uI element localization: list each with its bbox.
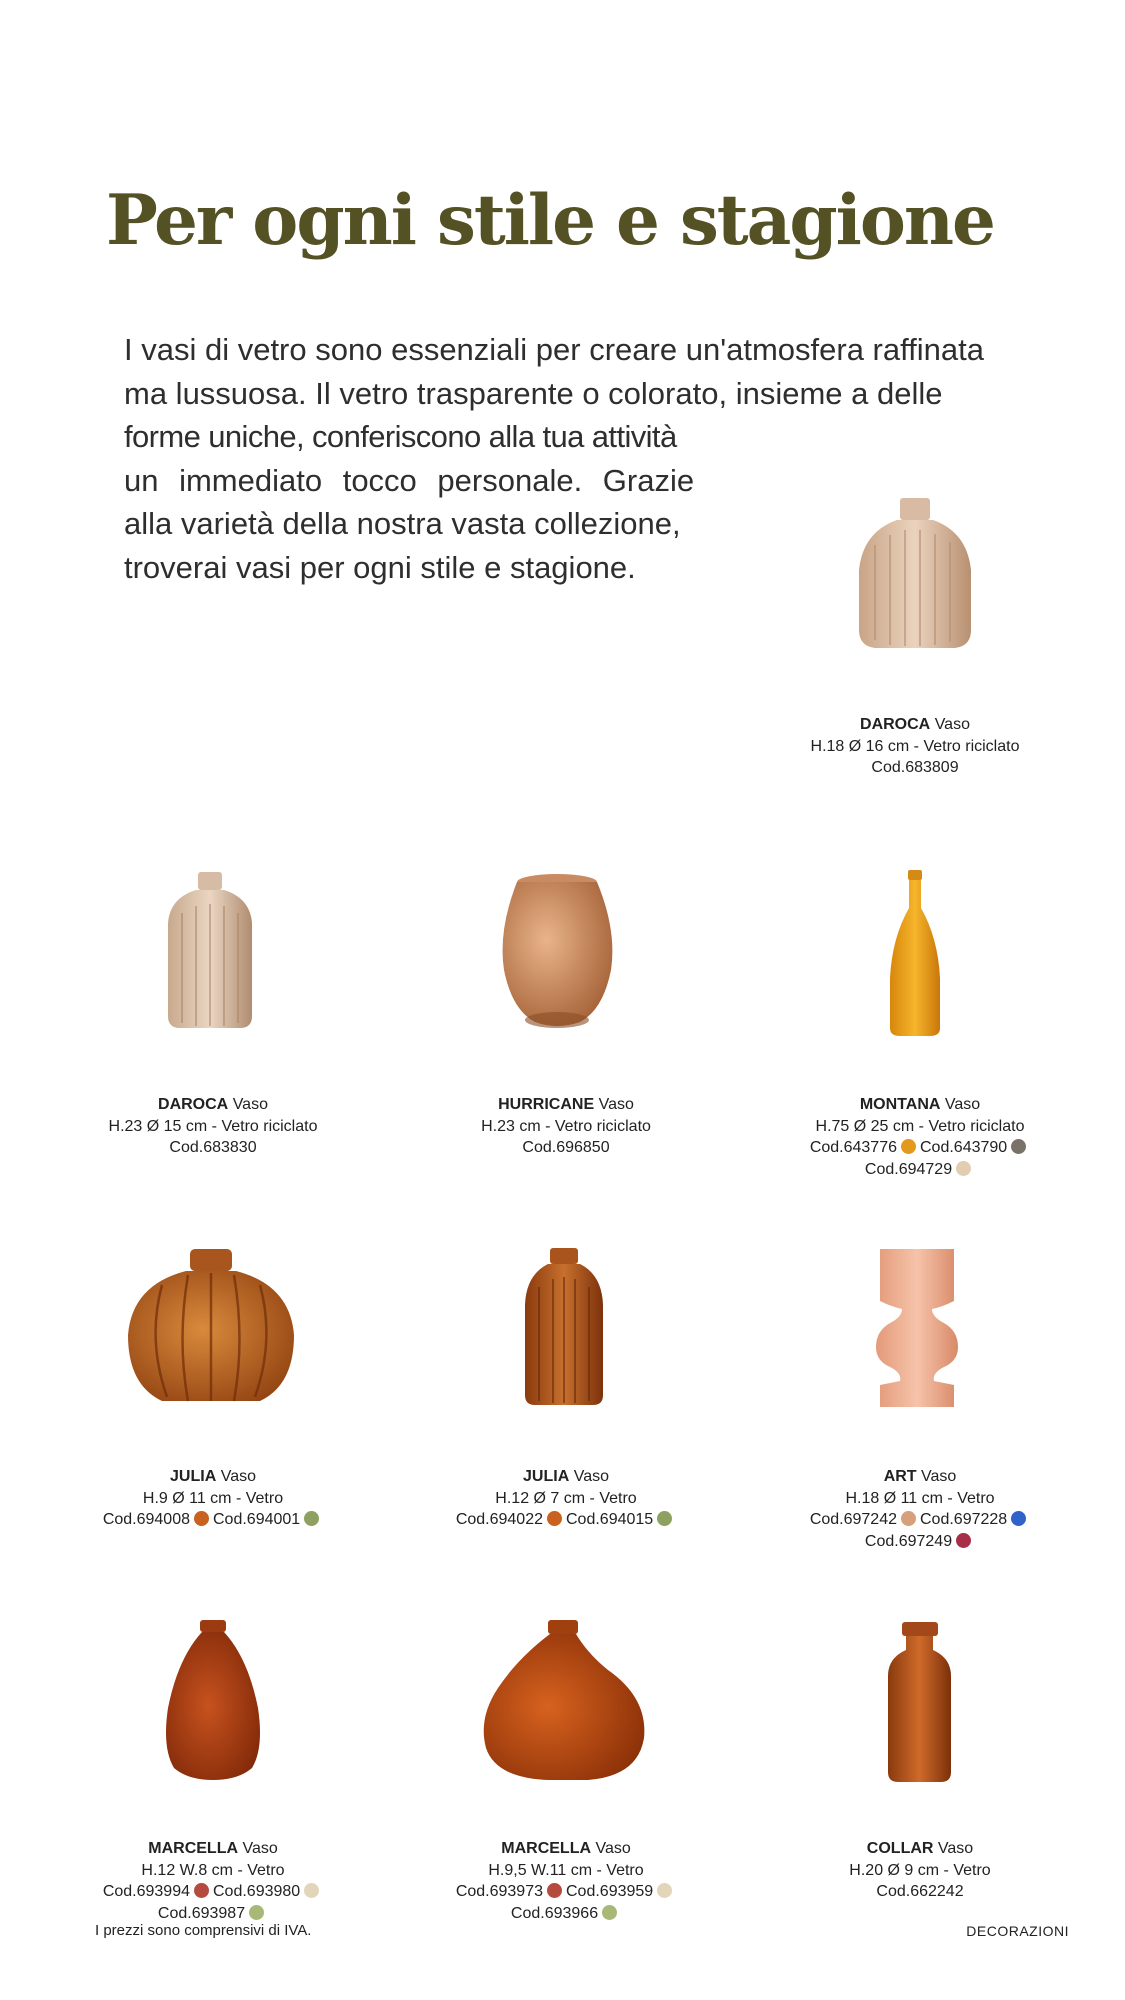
hurricane-vase-image: [490, 870, 625, 1035]
product-code: Cod.694008: [102, 1511, 190, 1528]
product-card: [755, 1094, 1085, 1180]
daroca-vase-image: [160, 868, 260, 1033]
product-code: Cod.683830: [169, 1139, 257, 1156]
collar-vase-image: [882, 1620, 957, 1785]
product-type: Vaso: [232, 1096, 268, 1113]
product-code: Cod.643790: [920, 1139, 1008, 1156]
marcella-vase-small-image: [158, 1618, 268, 1783]
product-spec: H.18 Ø 16 cm - Vetro riciclato: [810, 737, 1020, 755]
product-spec: H.12 Ø 7 cm - Vetro: [495, 1489, 637, 1507]
color-swatch: [657, 1883, 672, 1898]
product-codes-row: [48, 1881, 378, 1903]
page-title: Per ogni stile e stagione: [106, 180, 994, 261]
julia-vase-wide-image: [122, 1245, 300, 1410]
product-name: COLLAR: [866, 1840, 934, 1857]
product-code: Cod.697242: [809, 1511, 897, 1528]
product-title: [401, 1466, 731, 1488]
product-name: JULIA: [523, 1468, 570, 1485]
product-type: Vaso: [573, 1468, 609, 1485]
product-spec: H.20 Ø 9 cm - Vetro: [849, 1861, 991, 1879]
product-card: [48, 1466, 378, 1531]
product-card: [750, 714, 1080, 779]
product-name: JULIA: [170, 1468, 217, 1485]
montana-vase-image: [880, 868, 950, 1040]
product-code: Cod.694015: [566, 1511, 654, 1528]
color-swatch: [194, 1511, 209, 1526]
product-codes-row: [401, 1509, 731, 1531]
product-codes-row: [401, 1881, 731, 1903]
product-codes-row: [755, 1159, 1085, 1181]
product-code: Cod.694022: [455, 1511, 543, 1528]
product-card: [48, 1838, 378, 1924]
product-codes-row: [48, 1903, 378, 1925]
section-label: DECORAZIONI: [966, 1923, 1069, 1939]
product-spec: H.12 W.8 cm - Vetro: [141, 1861, 285, 1879]
product-card: [755, 1838, 1085, 1903]
intro-line: ma lussuosa. Il vetro trasparente o colorato, insieme a delle: [124, 375, 943, 411]
product-code: Cod.643776: [809, 1139, 897, 1156]
intro-line: un immediato tocco personale. Grazie: [124, 462, 695, 498]
product-code: Cod.662242: [876, 1883, 964, 1900]
product-type: Vaso: [944, 1096, 981, 1113]
product-title: [48, 1466, 378, 1488]
product-code: Cod.697228: [920, 1511, 1008, 1528]
product-code: Cod.697249: [864, 1532, 953, 1550]
intro-line: I vasi di vetro sono essenziali per creare un'atmosfera raffinata: [124, 332, 985, 367]
product-title: [48, 1094, 378, 1116]
color-swatch: [956, 1533, 971, 1548]
product-code: Cod.694001: [213, 1511, 301, 1528]
color-swatch: [547, 1883, 562, 1898]
product-code: Cod.696850: [522, 1139, 610, 1156]
product-spec: H.18 Ø 11 cm - Vetro: [845, 1489, 995, 1507]
intro-line: forme uniche, conferiscono alla tua attività: [124, 419, 677, 454]
product-name: DAROCA: [158, 1096, 229, 1113]
product-name: ART: [883, 1468, 917, 1485]
product-code: Cod.683809: [871, 759, 959, 776]
product-codes-row: [401, 1903, 731, 1925]
product-name: DAROCA: [860, 716, 931, 733]
product-card: [401, 1838, 731, 1924]
product-card: [401, 1466, 731, 1531]
color-swatch: [304, 1511, 319, 1526]
product-title: [755, 1466, 1085, 1488]
product-name: MONTANA: [859, 1096, 941, 1113]
color-swatch: [249, 1905, 264, 1920]
product-code: Cod.693994: [102, 1883, 190, 1900]
product-spec: H.23 Ø 15 cm - Vetro riciclato: [108, 1117, 318, 1135]
intro-line: troverai vasi per ogni stile e stagione.: [124, 549, 636, 585]
product-spec: H.9 Ø 11 cm - Vetro: [142, 1489, 284, 1507]
product-card: [48, 1094, 378, 1159]
product-code: Cod.693987: [157, 1904, 246, 1922]
product-type: Vaso: [937, 1840, 974, 1857]
product-title: [755, 1094, 1085, 1116]
product-codes-row: [755, 1137, 1085, 1159]
product-type: Vaso: [242, 1840, 278, 1857]
color-swatch: [547, 1511, 562, 1526]
product-type: Vaso: [921, 1468, 957, 1485]
product-code: Cod.693973: [455, 1883, 543, 1900]
color-swatch: [304, 1883, 319, 1898]
daroca-vase-large-image: [845, 490, 985, 660]
color-swatch: [956, 1161, 971, 1176]
product-name: MARCELLA: [501, 1840, 592, 1857]
intro-line: alla varietà della nostra vasta collezione,: [124, 506, 681, 541]
product-spec: H.23 cm - Vetro riciclato: [481, 1117, 651, 1135]
art-vase-image: [872, 1243, 962, 1413]
product-name: HURRICANE: [498, 1096, 595, 1113]
product-codes-row: [755, 1531, 1085, 1553]
color-swatch: [657, 1511, 672, 1526]
product-type: Vaso: [595, 1840, 631, 1857]
product-type: Vaso: [598, 1096, 634, 1113]
product-title: [755, 1838, 1085, 1860]
julia-vase-tall-image: [520, 1245, 608, 1410]
product-title: [48, 1838, 378, 1860]
product-title: [401, 1094, 731, 1116]
product-title: [401, 1838, 731, 1860]
product-title: [750, 714, 1080, 736]
product-name: MARCELLA: [148, 1840, 239, 1857]
product-spec: H.9,5 W.11 cm - Vetro: [488, 1861, 644, 1879]
color-swatch: [1011, 1511, 1026, 1526]
color-swatch: [194, 1883, 209, 1898]
product-codes-row: [48, 1509, 378, 1531]
product-type: Vaso: [934, 716, 970, 733]
product-code: Cod.694729: [864, 1160, 953, 1178]
product-spec: H.75 Ø 25 cm - Vetro riciclato: [815, 1117, 1025, 1135]
product-card: [401, 1094, 731, 1159]
color-swatch: [1011, 1139, 1026, 1154]
color-swatch: [901, 1139, 916, 1154]
marcella-vase-wide-image: [478, 1618, 648, 1783]
product-card: [755, 1466, 1085, 1552]
product-type: Vaso: [220, 1468, 256, 1485]
product-code: Cod.693959: [566, 1883, 654, 1900]
product-code: Cod.693980: [213, 1883, 301, 1900]
product-codes-row: [755, 1509, 1085, 1531]
price-note: I prezzi sono comprensivi di IVA.: [95, 1922, 312, 1939]
color-swatch: [901, 1511, 916, 1526]
color-swatch: [602, 1905, 617, 1920]
product-code: Cod.693966: [510, 1904, 599, 1922]
